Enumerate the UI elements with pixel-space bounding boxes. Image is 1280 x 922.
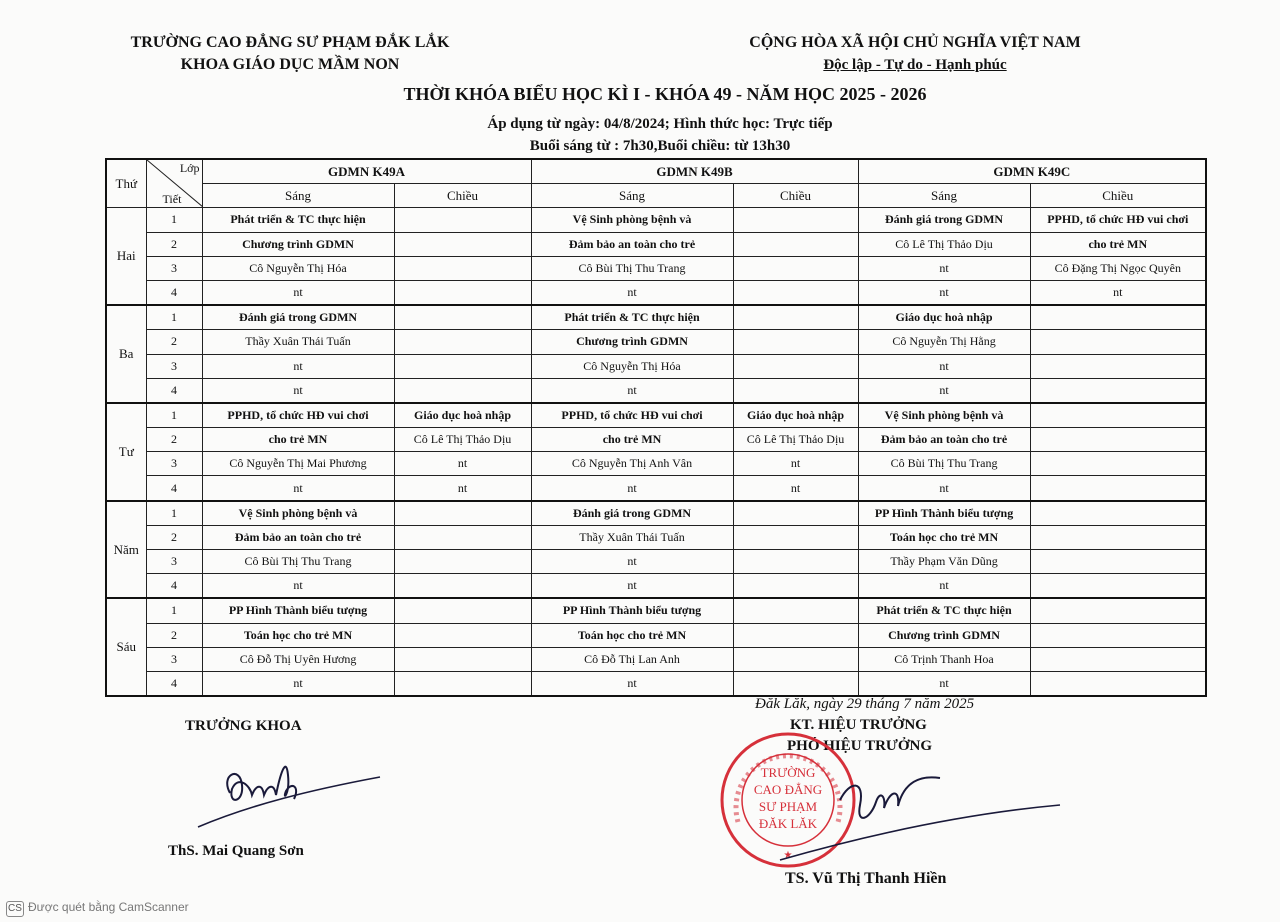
rector-title: KT. HIỆU TRƯỞNG [790,717,927,733]
subject-cell [1030,330,1206,354]
day-cell: Hai [106,208,146,305]
table-row [106,403,1206,428]
subject-cell: PPHD, tổ chức HĐ vui chơi [531,403,733,428]
subject-cell [394,525,531,549]
subject-cell: nt [531,378,733,403]
subject-cell [733,501,858,526]
national-header [700,32,1130,76]
subject-cell [733,623,858,647]
subject-cell: Toán học cho trẻ MN [858,525,1030,549]
subject-cell: Giáo dục hoà nhập [394,403,531,428]
table-row [106,525,1206,549]
period-cell: 3 [146,647,202,671]
subject-cell: Cô Bùi Thị Thu Trang [531,256,733,280]
subject-cell: Toán học cho trẻ MN [202,623,394,647]
lop-label: Lớp [179,161,200,175]
subject-cell: Đánh giá trong GDMN [531,501,733,526]
stamp-line: TRƯỜNG [760,765,816,780]
period-cell: 2 [146,232,202,256]
subject-cell [733,256,858,280]
subject-cell: nt [202,476,394,501]
subject-cell: nt [202,574,394,599]
subject-cell: cho trẻ MN [531,428,733,452]
subject-cell: nt [202,378,394,403]
table-row [106,574,1206,599]
subject-cell [394,671,531,696]
subject-cell [394,574,531,599]
subject-cell: Chương trình GDMN [858,623,1030,647]
subject-cell [394,208,531,232]
subject-cell: nt [858,574,1030,599]
subject-cell [1030,452,1206,476]
subject-cell [1030,403,1206,428]
apply-date-line: Áp dụng từ ngày: 04/8/2024; Hình thức học: Trực tiếp [487,116,833,132]
subject-cell: Đánh giá trong GDMN [202,305,394,330]
table-row [106,378,1206,403]
subject-cell: Thầy Phạm Văn Dũng [858,550,1030,574]
table-row [106,623,1206,647]
subject-cell [733,550,858,574]
subject-cell [1030,378,1206,403]
session-time-line: Buổi sáng từ : 7h30,Buổi chiều: từ 13h30 [529,138,791,154]
subject-cell: nt [531,280,733,305]
subject-cell: Đảm bảo an toàn cho trẻ [202,525,394,549]
vice-rector-title: PHÓ HIỆU TRƯỞNG [787,738,933,754]
subject-cell [394,232,531,256]
subject-cell [1030,428,1206,452]
subject-cell: Vệ Sinh phòng bệnh và [858,403,1030,428]
subject-cell: nt [531,574,733,599]
period-cell: 3 [146,452,202,476]
session-afternoon: Chiều [733,184,858,208]
table-row [106,354,1206,378]
dean-name: ThS. Mai Quang Sơn [168,843,304,859]
national-motto: Độc lập - Tự do - Hạnh phúc [823,57,1007,73]
subject-cell: Chương trình GDMN [531,330,733,354]
subject-cell [1030,525,1206,549]
subject-cell [394,354,531,378]
period-cell: 3 [146,354,202,378]
subject-cell [733,574,858,599]
subject-cell: nt [202,354,394,378]
subject-cell: nt [858,354,1030,378]
table-row [106,476,1206,501]
period-cell: 2 [146,428,202,452]
subject-cell [394,598,531,623]
subject-cell [733,525,858,549]
subject-cell [733,208,858,232]
subject-cell: nt [202,280,394,305]
stamp-line: SƯ PHẠM [758,799,818,814]
subject-cell: Cô Bùi Thị Thu Trang [858,452,1030,476]
subject-cell [394,647,531,671]
subject-cell: Cô Lê Thị Thảo Dịu [858,232,1030,256]
period-cell: 4 [146,378,202,403]
rector-signature [770,760,1070,870]
subject-cell [1030,598,1206,623]
camscanner-logo-icon: CS [6,901,24,917]
subject-cell: nt [531,671,733,696]
subject-cell [1030,501,1206,526]
period-cell: 1 [146,598,202,623]
timetable [105,158,1207,697]
stamp-line: ĐĂK LĂK [758,816,818,831]
table-row [106,232,1206,256]
session-morning: Sáng [531,184,733,208]
period-cell: 1 [146,305,202,330]
subject-cell: Cô Nguyễn Thị Anh Vân [531,452,733,476]
period-cell: 4 [146,280,202,305]
subject-cell: PPHD, tổ chức HĐ vui chơi [1030,208,1206,232]
subject-cell: Phát triển & TC thực hiện [858,598,1030,623]
period-cell: 1 [146,403,202,428]
subject-cell: nt [394,476,531,501]
subject-cell: nt [858,378,1030,403]
period-cell: 2 [146,525,202,549]
subject-cell [733,280,858,305]
table-row [106,208,1206,232]
subject-cell: nt [202,671,394,696]
stamp-line: CAO ĐẲNG [753,782,823,797]
subject-cell: Phát triển & TC thực hiện [531,305,733,330]
subject-cell: Vệ Sinh phòng bệnh và [202,501,394,526]
subject-cell: nt [531,476,733,501]
subject-cell: Cô Trịnh Thanh Hoa [858,647,1030,671]
col-header-thu: Thứ [106,159,146,208]
school-header [100,32,480,76]
session-morning: Sáng [858,184,1030,208]
period-cell: 3 [146,256,202,280]
subject-cell: Toán học cho trẻ MN [531,623,733,647]
period-cell: 4 [146,574,202,599]
period-cell: 4 [146,476,202,501]
day-cell: Sáu [106,598,146,696]
subject-cell: PPHD, tổ chức HĐ vui chơi [202,403,394,428]
subject-cell: Phát triển & TC thực hiện [202,208,394,232]
subject-cell: Cô Nguyễn Thị Hằng [858,330,1030,354]
dean-title: TRƯỞNG KHOA [185,718,302,734]
subject-cell [394,256,531,280]
subject-cell: nt [858,280,1030,305]
page-title: THỜI KHÓA BIỂU HỌC KÌ I - KHÓA 49 - NĂM HỌC 2025 - 2026 [403,84,927,104]
subject-cell: Thầy Xuân Thái Tuấn [202,330,394,354]
subject-cell: Cô Lê Thị Thảo Dịu [733,428,858,452]
class-header-c: GDMN K49C [858,159,1206,184]
class-header-a: GDMN K49A [202,159,531,184]
subject-cell [733,598,858,623]
subject-cell: nt [858,256,1030,280]
subject-cell [1030,623,1206,647]
table-row [106,280,1206,305]
table-row [106,671,1206,696]
subject-cell [733,232,858,256]
scanner-text: Được quét bằng CamScanner [28,900,189,914]
table-row [106,330,1206,354]
day-cell: Tư [106,403,146,501]
session-morning: Sáng [202,184,394,208]
subject-cell [394,623,531,647]
subject-cell: nt [394,452,531,476]
subject-cell: Giáo dục hoà nhập [733,403,858,428]
subject-cell [394,280,531,305]
subject-cell [1030,305,1206,330]
subject-cell: Cô Đỗ Thị Lan Anh [531,647,733,671]
period-cell: 2 [146,330,202,354]
subject-cell: Cô Lê Thị Thảo Dịu [394,428,531,452]
period-cell: 4 [146,671,202,696]
subject-cell: nt [531,550,733,574]
subject-cell [1030,550,1206,574]
table-row [106,452,1206,476]
tiet-label: Tiết [162,192,182,207]
subject-cell: cho trẻ MN [1030,232,1206,256]
subject-cell: nt [1030,280,1206,305]
scanner-watermark [6,900,189,917]
col-header-lop-tiet [146,159,202,208]
subject-cell [1030,671,1206,696]
subject-cell [394,378,531,403]
subject-cell: nt [858,476,1030,501]
period-cell: 1 [146,501,202,526]
faculty-name: KHOA GIÁO DỤC MẦM NON [180,56,400,73]
subject-cell [733,354,858,378]
table-row [106,550,1206,574]
period-cell: 3 [146,550,202,574]
subject-cell [1030,354,1206,378]
table-row [106,256,1206,280]
subject-cell: Đảm bảo an toàn cho trẻ [858,428,1030,452]
day-cell: Năm [106,501,146,599]
rector-name: TS. Vũ Thị Thanh Hiền [785,870,947,887]
svg-text:★: ★ [783,850,793,861]
subject-cell: Cô Đặng Thị Ngọc Quyên [1030,256,1206,280]
subject-cell: Cô Đỗ Thị Uyên Hương [202,647,394,671]
subject-cell [1030,574,1206,599]
subject-cell [733,330,858,354]
subject-cell: Đảm bảo an toàn cho trẻ [531,232,733,256]
dean-signature [190,745,390,835]
subject-cell: nt [858,671,1030,696]
period-cell: 2 [146,623,202,647]
subject-cell: cho trẻ MN [202,428,394,452]
table-row [106,647,1206,671]
subject-cell [733,647,858,671]
subject-cell [394,305,531,330]
subject-cell: PP Hình Thành biểu tượng [202,598,394,623]
subject-cell [733,378,858,403]
sign-date: Đăk Lăk, ngày 29 tháng 7 năm 2025 [755,696,975,712]
subject-cell: Vệ Sinh phòng bệnh và [531,208,733,232]
subject-cell: Chương trình GDMN [202,232,394,256]
subject-cell [394,501,531,526]
table-row [106,305,1206,330]
subject-cell: PP Hình Thành biểu tượng [858,501,1030,526]
session-afternoon: Chiều [1030,184,1206,208]
subject-cell [733,305,858,330]
country-name: CỘNG HÒA XÃ HỘI CHỦ NGHĨA VIỆT NAM [749,34,1081,51]
subject-cell [1030,647,1206,671]
subject-cell: Thầy Xuân Thái Tuấn [531,525,733,549]
subject-cell: nt [733,452,858,476]
day-cell: Ba [106,305,146,403]
class-header-b: GDMN K49B [531,159,858,184]
subject-cell: Cô Nguyễn Thị Mai Phương [202,452,394,476]
table-row [106,598,1206,623]
subject-cell: Đánh giá trong GDMN [858,208,1030,232]
school-name: TRƯỜNG CAO ĐẲNG SƯ PHẠM ĐẮK LẮK [130,34,450,51]
table-row [106,428,1206,452]
subject-cell [394,550,531,574]
subject-cell: Giáo dục hoà nhập [858,305,1030,330]
subject-cell: PP Hình Thành biểu tượng [531,598,733,623]
subject-cell: Cô Bùi Thị Thu Trang [202,550,394,574]
subject-cell: nt [733,476,858,501]
subject-cell: Cô Nguyễn Thị Hóa [531,354,733,378]
subject-cell [394,330,531,354]
table-row [106,501,1206,526]
session-afternoon: Chiều [394,184,531,208]
subject-cell [733,671,858,696]
subject-cell [1030,476,1206,501]
subject-cell: Cô Nguyễn Thị Hóa [202,256,394,280]
period-cell: 1 [146,208,202,232]
